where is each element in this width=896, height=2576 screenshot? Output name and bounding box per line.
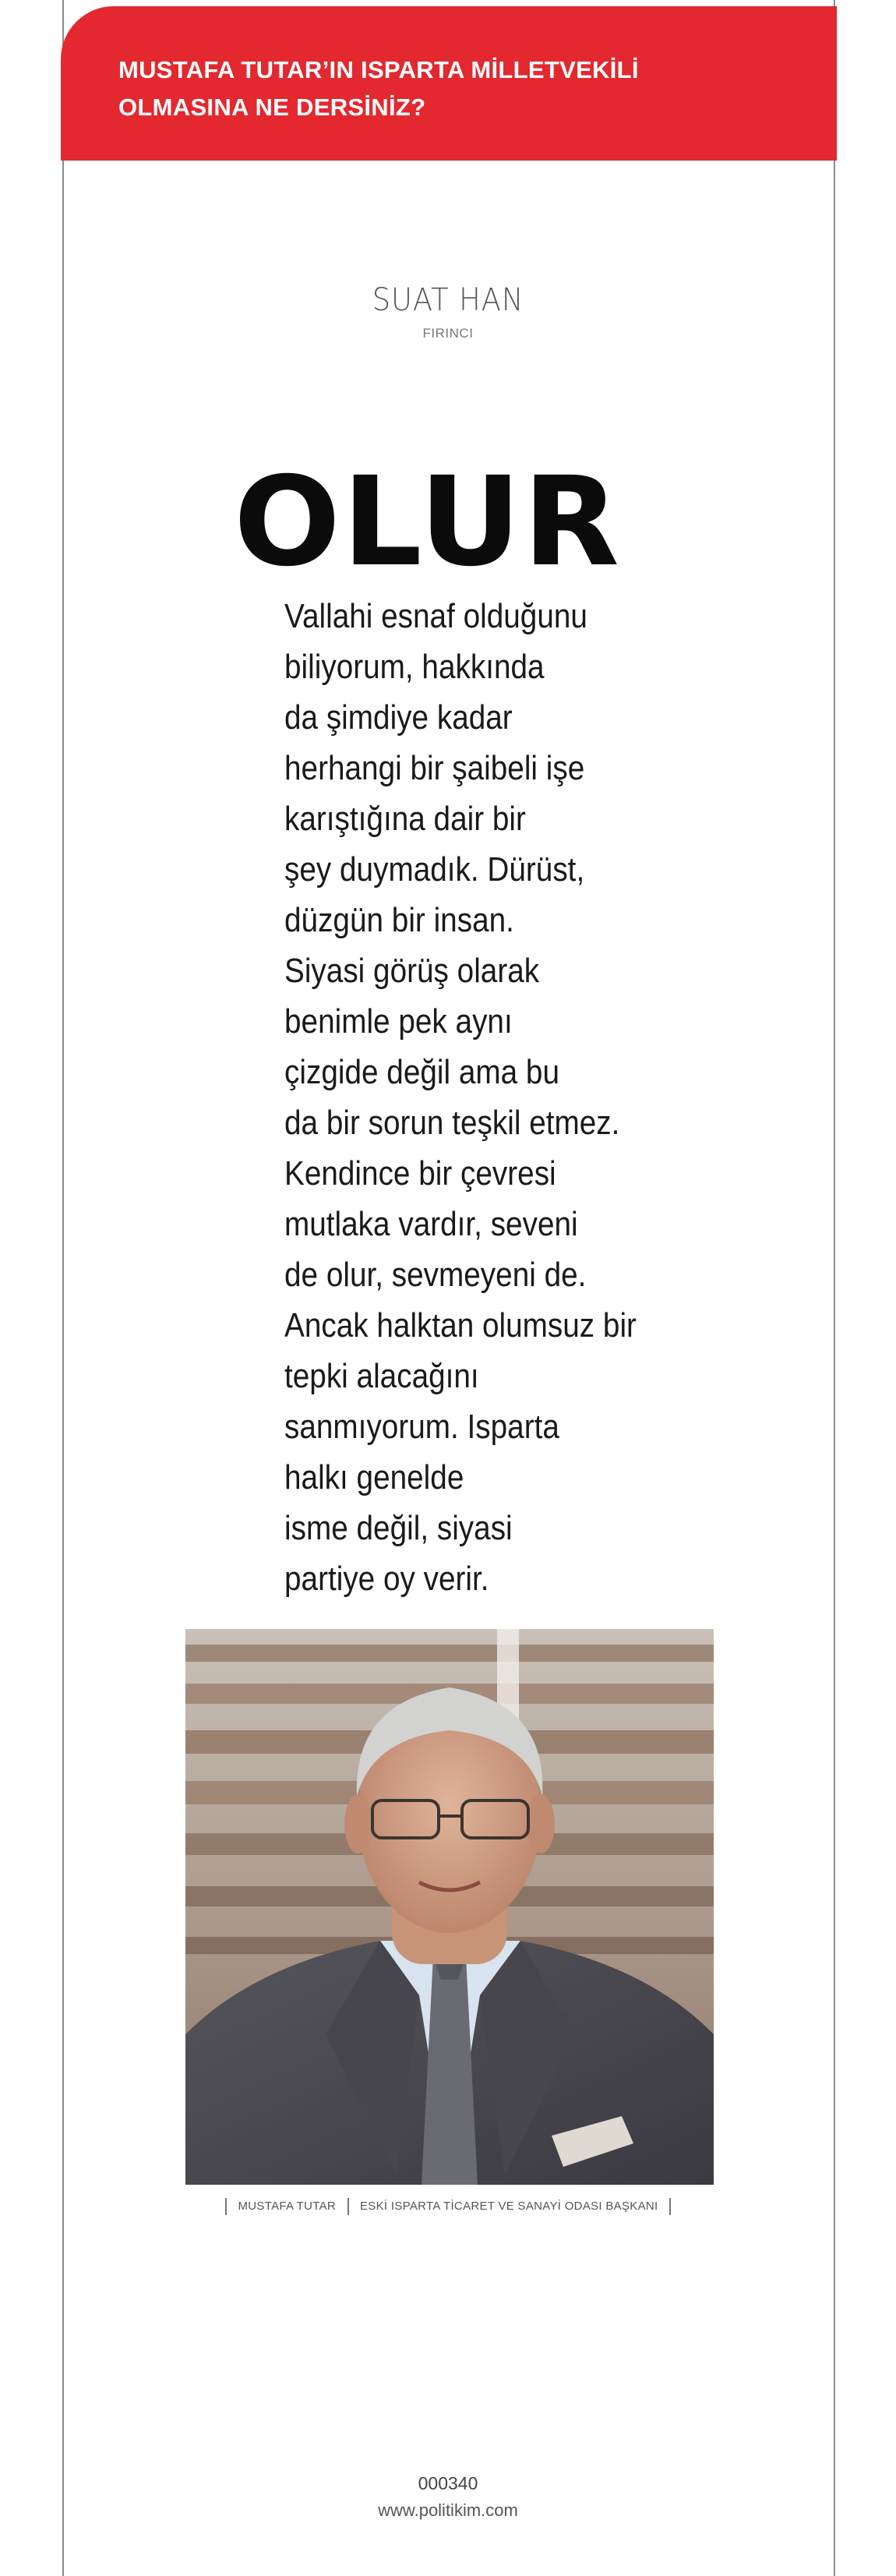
answer-line: Ancak halktan olumsuz bir xyxy=(284,1306,637,1345)
page-title xyxy=(118,51,781,126)
answer-line: mutlaka vardır, seveni xyxy=(284,1205,578,1243)
author-name: SUAT HAN xyxy=(372,282,524,318)
answer-line: tepki alacağını xyxy=(284,1357,479,1395)
portrait-illustration xyxy=(185,1629,714,2185)
answer-body xyxy=(284,591,637,1604)
answer-line: halkı genelde xyxy=(284,1458,464,1496)
caption-separator xyxy=(225,2198,227,2215)
header-banner xyxy=(61,6,837,161)
answer-line: da bir sorun teşkil etmez. xyxy=(284,1104,620,1142)
answer-line: biliyorum, hakkında xyxy=(284,648,545,686)
site-url: www.politikim.com xyxy=(378,2500,518,2520)
answer-line: şey duymadık. Dürüst, xyxy=(284,850,585,889)
answer-line: partiye oy verir. xyxy=(284,1560,489,1598)
caption-title: ESKİ ISPARTA TİCARET VE SANAYİ ODASI BAŞKANI xyxy=(360,2199,658,2213)
answer-line: Vallahi esnaf olduğunu xyxy=(284,597,587,635)
title-line-2: OLMASINA NE DERSİNİZ? xyxy=(118,94,426,121)
answer-line: Kendince bir çevresi xyxy=(284,1154,556,1193)
answer-line: isme değil, siyasi xyxy=(284,1509,513,1547)
title-line-1: MUSTAFA TUTAR’IN ISPARTA MİLLETVEKİLİ xyxy=(118,56,639,83)
caption-separator xyxy=(347,2198,349,2215)
answer-line: da şimdiye kadar xyxy=(284,698,513,737)
answer-line: de olur, sevmeyeni de. xyxy=(284,1256,587,1294)
caption-name: MUSTAFA TUTAR xyxy=(238,2199,337,2213)
answer-line: sanmıyorum. Isparta xyxy=(284,1408,559,1446)
author-role: FIRINCI xyxy=(422,326,474,341)
answer-headline: OLUR xyxy=(234,451,622,594)
answer-line: karıştığına dair bir xyxy=(284,800,526,838)
answer-line: Siyasi görüş olarak xyxy=(284,952,540,990)
answer-line: çizgide değil ama bu xyxy=(284,1053,560,1091)
answer-line: düzgün bir insan. xyxy=(284,901,514,939)
portrait-photo xyxy=(185,1629,714,2185)
answer-line: herhangi bir şaibeli işe xyxy=(284,749,585,787)
caption-separator xyxy=(669,2198,671,2215)
answer-line: benimle pek aynı xyxy=(284,1002,513,1041)
page-code: 000340 xyxy=(418,2473,478,2493)
photo-caption xyxy=(0,2198,896,2215)
